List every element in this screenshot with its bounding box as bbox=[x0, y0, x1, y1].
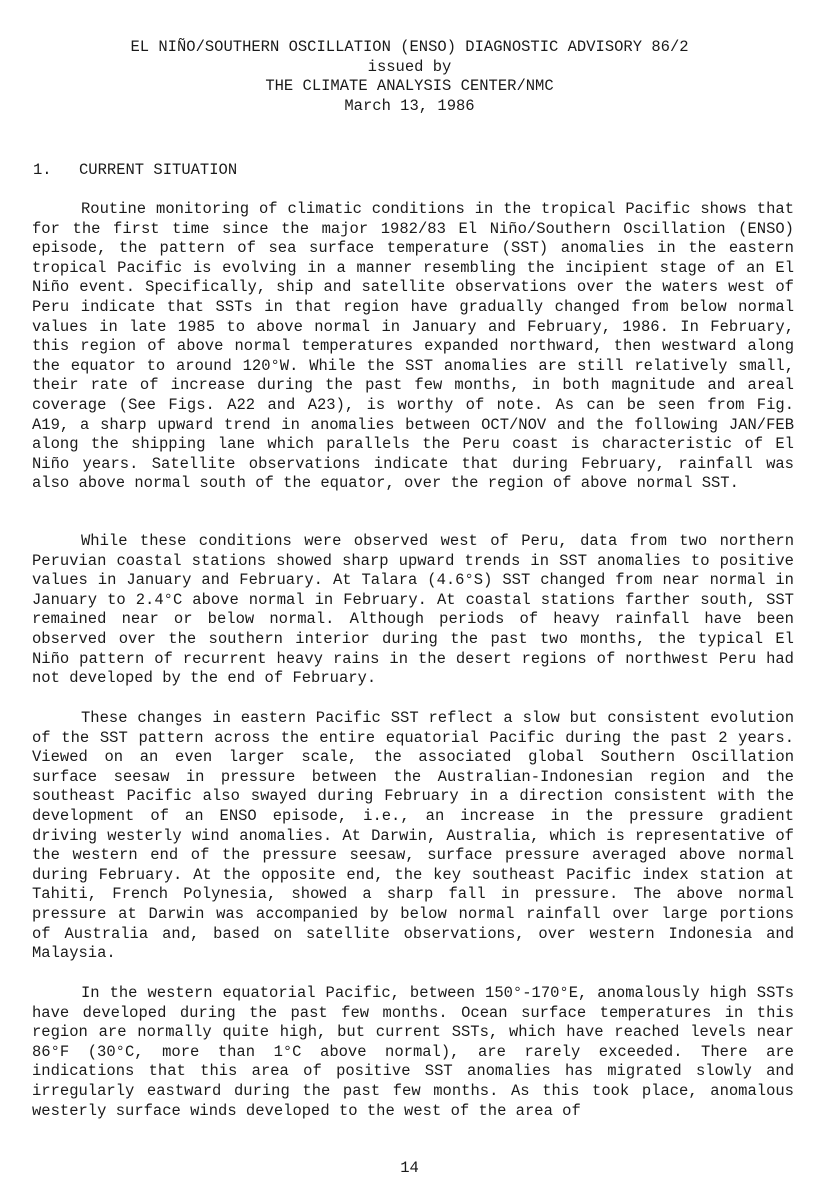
advisory-title: EL NIÑO/SOUTHERN OSCILLATION (ENSO) DIAGNOSTIC ADVISORY 86/2 bbox=[130, 38, 689, 56]
issue-date: March 13, 1986 bbox=[344, 96, 475, 115]
paragraph-southern-oscillation: These changes in eastern Pacific SST reflect a slow but consistent evolution of the SST pattern across the entire equatorial Pacific during the past 2 years. Viewed on an even larger scale, the associated global Southern Oscillation surface seesaw in pressure between the Australian-Indonesian region and the southeast Pacific also swayed during February in a direction consistent with the development of an ENSO episode, i.e., an increase in the pressure gradient driving westerly wind anomalies. At Darwin, Australia, which is representative of the western end of the pressure seesaw, surface pressure averaged above normal during February. At the opposite end, the key southeast Pacific index station at Tahiti, French Polynesia, showed a sharp fall in pressure. The above normal pressure at Darwin was accompanied by below normal rainfall over large portions of Australia and, based on satellite observations, over western Indonesia and Malaysia. bbox=[32, 709, 794, 963]
issued-by-line: issued by bbox=[367, 57, 452, 76]
issuing-agency: THE CLIMATE ANALYSIS CENTER/NMC bbox=[265, 77, 554, 95]
section-title: CURRENT SITUATION bbox=[79, 161, 238, 179]
paragraph-sst-monitoring: Routine monitoring of climatic conditions in the tropical Pacific shows that for the first time since the major 1982/83 El Niño/Southern Oscillation (ENSO) episode, the pattern of sea surface temperature (SST) anomalies in the eastern tropical Pacific is evolving in a manner resembling the incipient stage of an El Niño event. Specifically, ship and satellite observations over the waters west of Peru indicate that SSTs in that region have gradually changed from below normal values in late 1985 to above normal in January and February, 1986. In February, this region of above normal temperatures expanded northward, then westward along the equator to around 120°W. While the SST anomalies are still relatively small, their rate of increase during the past few months, in both magnitude and areal coverage (See Figs. A22 and A23), is worthy of note. As can be seen from Fig. A19, a sharp upward trend in anomalies between OCT/NOV and the following JAN/FEB along the shipping lane which parallels the Peru coast is characteristic of El Niño years. Satellite observations indicate that during February, rainfall was also above normal south of the equator, over the region of above normal SST. bbox=[32, 200, 794, 493]
section-heading bbox=[33, 160, 237, 180]
advisory-header bbox=[0, 38, 819, 116]
paragraph-western-pacific: In the western equatorial Pacific, between 150°-170°E, anomalously high SSTs have developed during the past few months. Ocean surface temperatures in this region are normally quite high, but current SSTs, which have reached levels near 86°F (30°C, more than 1°C above normal), are rarely exceeded. There are indications that this area of positive SST anomalies has migrated slowly and irregularly eastward during the past few months. As this took place, anomalous westerly surface winds developed to the west of the area of bbox=[32, 984, 794, 1120]
section-number: 1. bbox=[33, 161, 52, 179]
page-number: 14 bbox=[400, 1159, 419, 1177]
paragraph-peru-coastal-stations: While these conditions were observed west of Peru, data from two northern Peruvian coastal stations showed sharp upward trends in SST anomalies to positive values in January and February. At Talara (4.6°S) SST changed from near normal in January to 2.4°C above normal in February. At coastal stations farther south, SST remained near or below normal. Although periods of heavy rainfall have been observed over the southern interior during the past two months, the typical El Niño pattern of recurrent heavy rains in the desert regions of northwest Peru had not developed by the end of February. bbox=[32, 532, 794, 688]
